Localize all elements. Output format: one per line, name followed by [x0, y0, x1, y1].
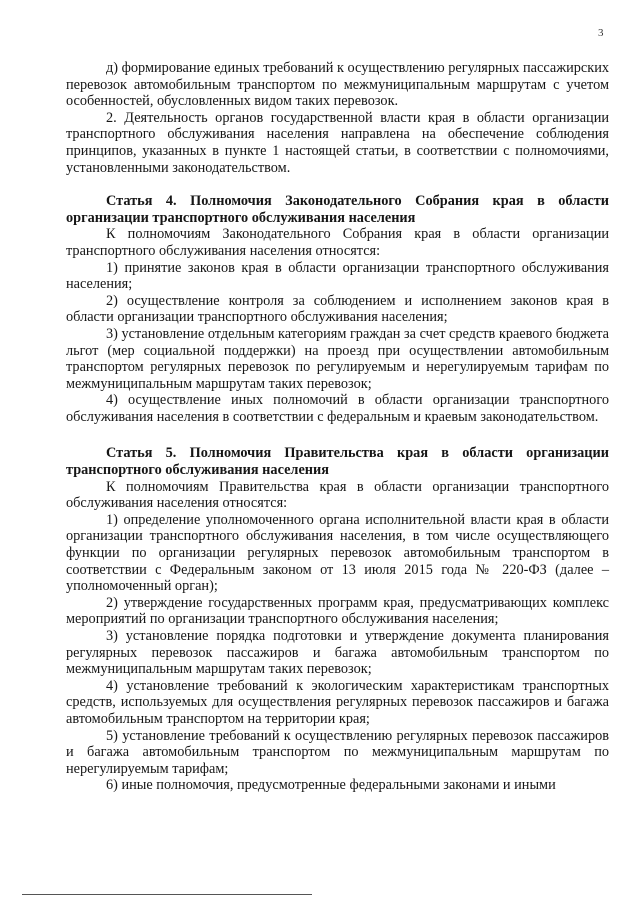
article-4-item-4: 4) осуществление иных полномочий в области организации транспортного обслуживания населения в соответствии с федеральным и краевым законодательством. [66, 392, 609, 425]
footer-divider [22, 894, 312, 895]
article-4-lead: К полномочиям Законодательного Собрания края в области организации транспортного обслуживания населения относятся: [66, 226, 609, 259]
article-5-heading: Статья 5. Полномочия Правительства края в области организации транспортного обслуживания населения [66, 445, 609, 479]
document-body [66, 60, 609, 794]
article-5-item-6: 6) иные полномочия, предусмотренные федеральными законами и иными [106, 777, 556, 794]
article-5-item-2: 2) утверждение государственных программ края, предусматривающих комплекс мероприятий по организации транспортного обслуживания населения; [66, 594, 609, 628]
article-5-item-1: 1) определение уполномоченного органа исполнительной власти края в области организации транспортного обслуживания населения, в том числе осуществляющего функции по организации регулярных перевозок автомобильным транспортом в соответствии с Федеральным законом от 13 июля 2015 года № 220-ФЗ (далее – уполномоченный орган); [66, 511, 609, 595]
article-4-item-2: 2) осуществление контроля за соблюдением и исполнением законов края в области организации транспортного обслуживания населения; [66, 292, 609, 326]
article-5-item-5: 5) установление требований к осуществлению регулярных перевозок пассажиров и багажа автомобильным транспортом по межмуниципальным маршрутам по нерегулируемым тарифам; [66, 727, 609, 777]
clause-2-paragraph: 2. Деятельность органов государственной власти края в области организации транспортного обслуживания населения направлена на обеспечение соблюдения принципов, указанных в пункте 1 настоящей статьи, в соответствии с полномочиями, установленными законодательством. [66, 109, 609, 176]
article-5-item-4: 4) установление требований к экологическим характеристикам транспортных средств, используемых для осуществления регулярных перевозок пассажиров и багажа автомобильным транспортом на территории края; [66, 677, 609, 727]
article-4-heading: Статья 4. Полномочия Законодательного Собрания края в области организации транспортного обслуживания населения [66, 193, 609, 226]
page-number: 3 [598, 27, 604, 39]
article-5-item-3: 3) установление порядка подготовки и утверждение документа планирования регулярных перевозок пассажиров и багажа автомобильным транспортом по межмуниципальным маршрутам таких перевозок; [66, 628, 609, 678]
clause-d-paragraph: д) формирование единых требований к осуществлению регулярных пассажирских перевозок автомобильным транспортом по межмуниципальным маршрутам с учетом особенностей, обусловленных видом таких перевозок. [66, 60, 609, 110]
article-4-item-1: 1) принятие законов края в области организации транспортного обслуживания населения; [66, 259, 609, 293]
article-5-lead: К полномочиям Правительства края в области организации транспортного обслуживания населения относятся: [66, 478, 609, 512]
article-4-item-3: 3) установление отдельным категориям граждан за счет средств краевого бюджета льгот (мер социальной поддержки) на проезд при осуществлении автомобильным транспортом регулярных перевозок по регулируемым и нерегулируемым тарифам по межмуниципальным маршрутам таких перевозок; [66, 325, 609, 392]
